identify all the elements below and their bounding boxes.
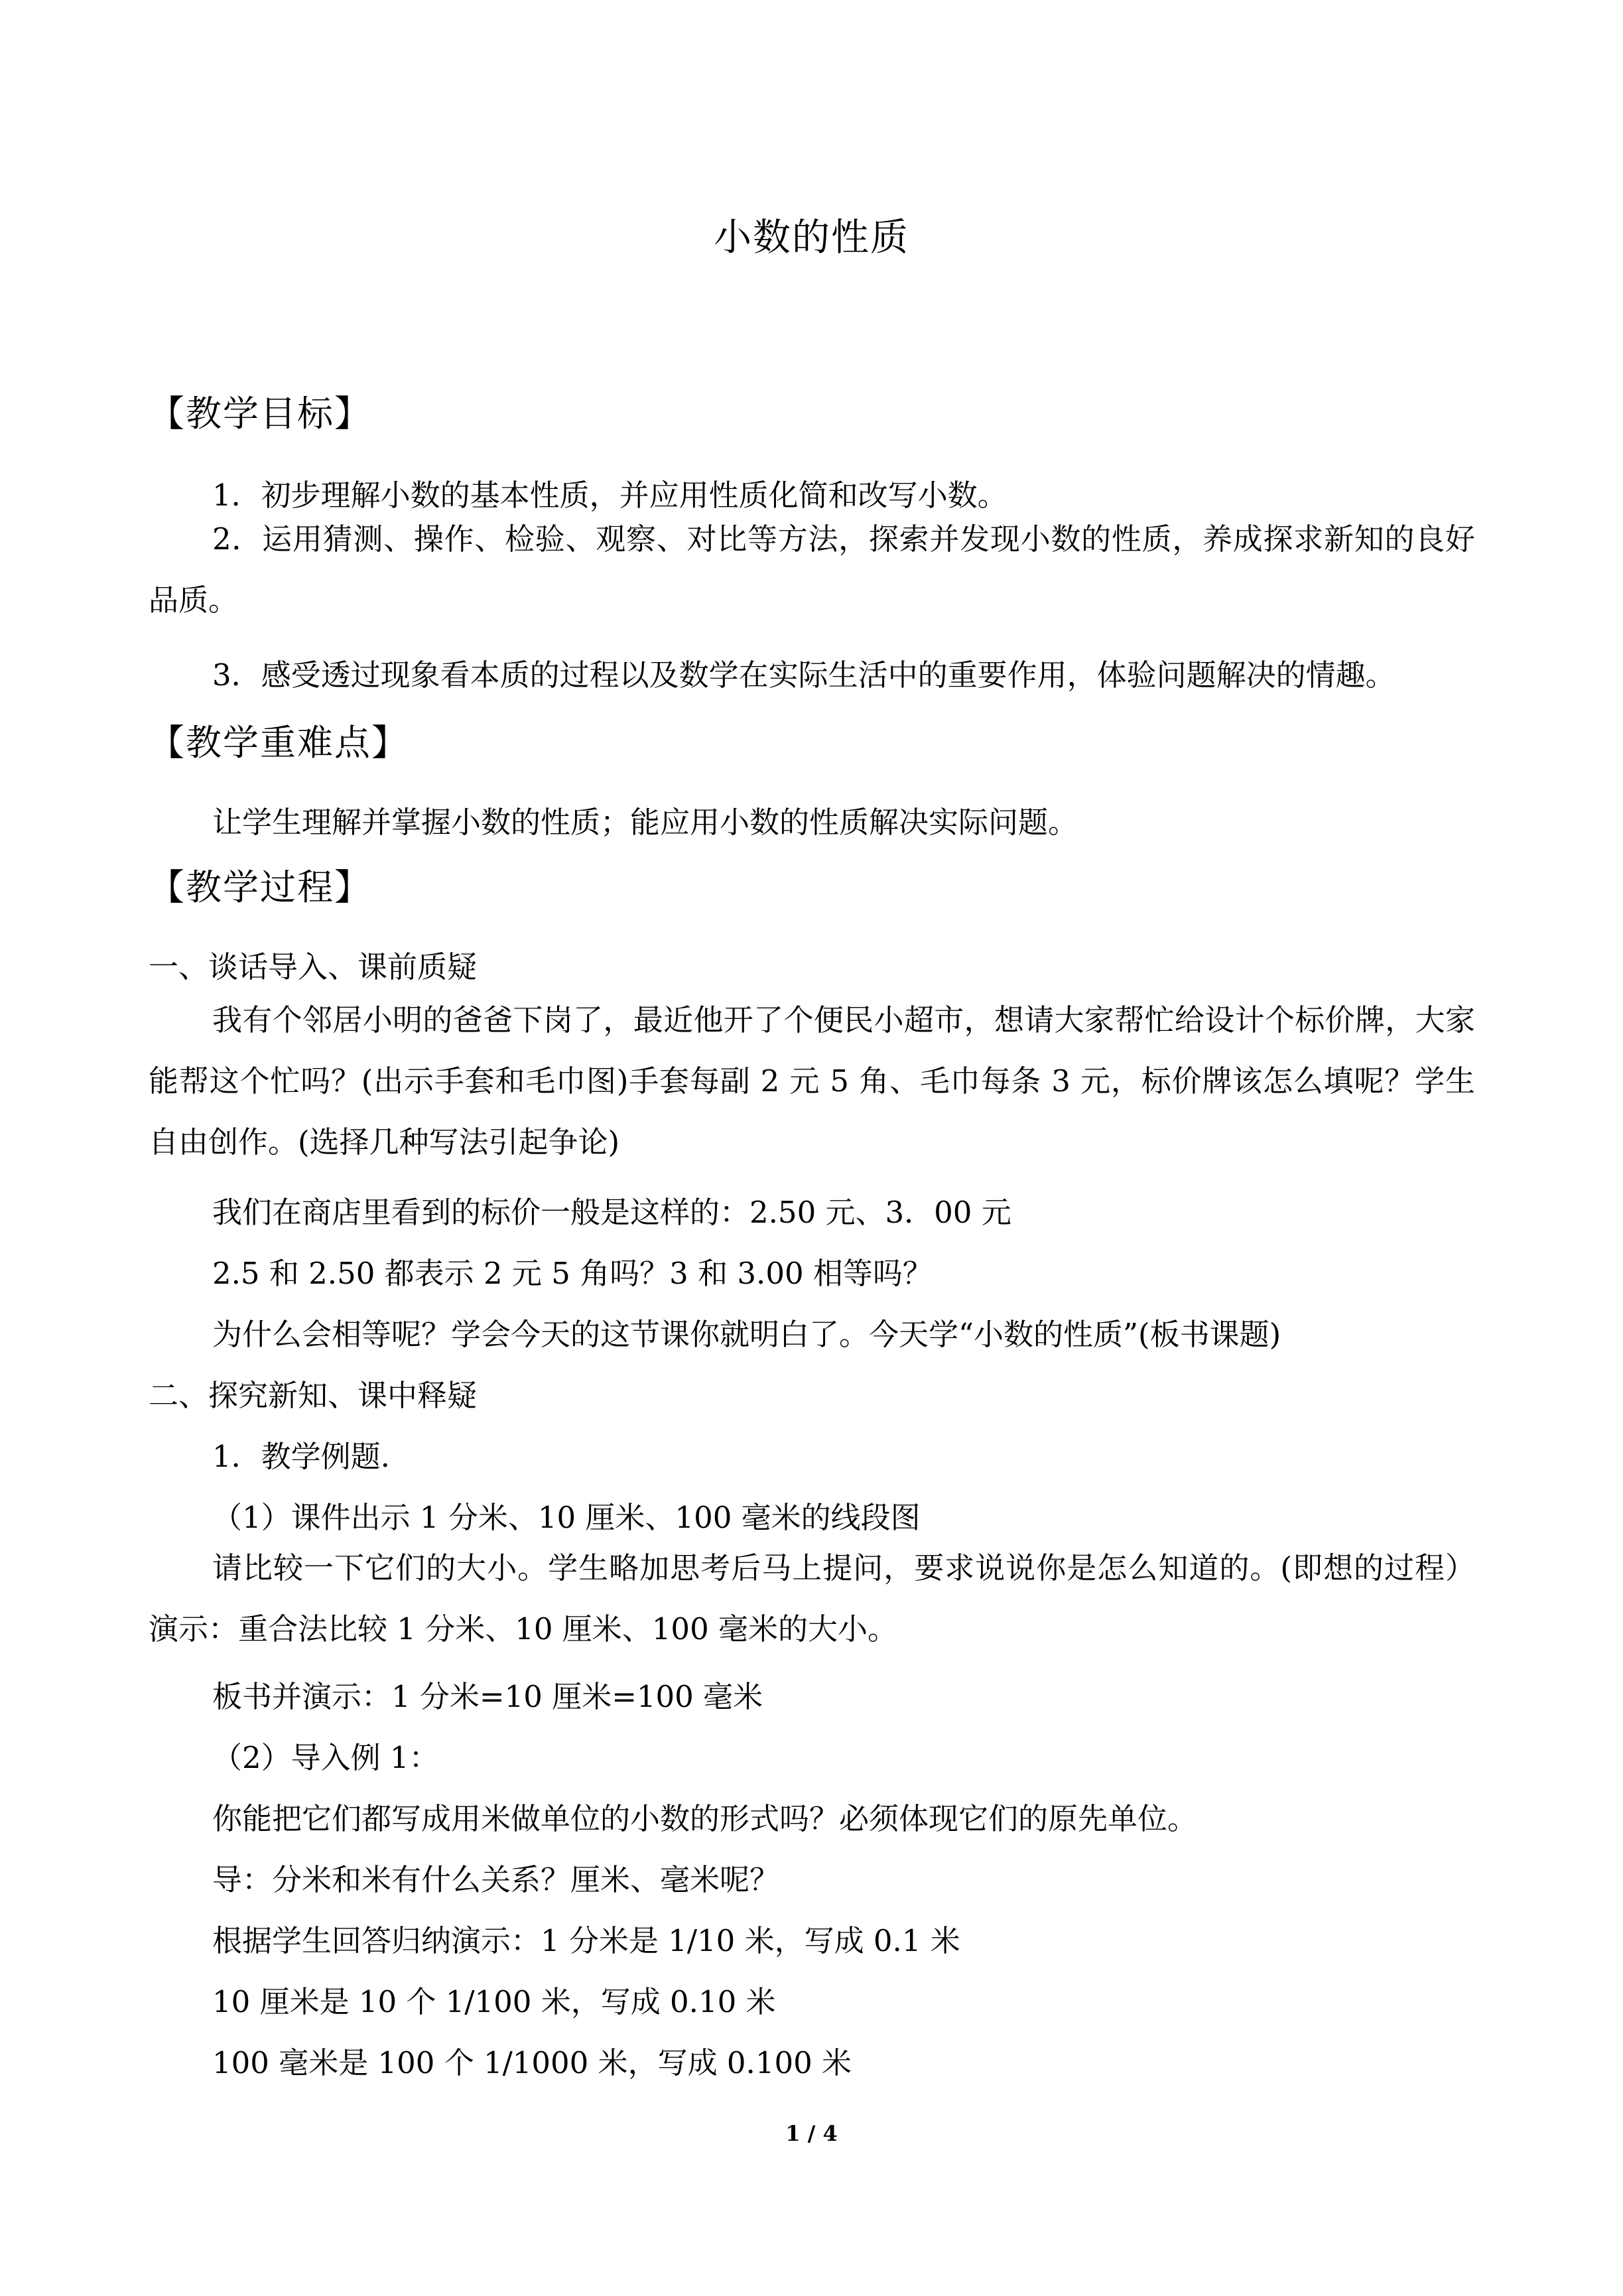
part2-answer-2: 10 厘米是 10 个 1/100 米，写成 0.10 米 (212, 1984, 776, 2019)
goal-item-2: 2．运用猜测、操作、检验、观察、对比等方法，探索并发现小数的性质，养成探求新知的良好品质。 (149, 521, 1475, 618)
page-title: 小数的性质 (714, 216, 909, 259)
goal-item-1: 1．初步理解小数的基本性质，并应用性质化简和改写小数。 (212, 478, 1007, 513)
part1-line-3: 2.5 和 2.50 都表示 2 元 5 角吗？3 和 3.00 相等吗？ (212, 1256, 933, 1291)
part2-answer-3: 100 毫米是 100 个 1/1000 米，写成 0.100 米 (212, 2045, 852, 2080)
part2-sub-2: （2）导入例 1： (212, 1740, 439, 1775)
part1-line-4: 为什么会相等呢？学会今天的这节课你就明白了。今天学“小数的性质”(板书课题) (212, 1317, 1281, 1352)
part1-line-2: 我们在商店里看到的标价一般是这样的：2.50 元、3．00 元 (212, 1195, 1011, 1230)
section-heading-goals: 【教学目标】 (149, 393, 371, 435)
part2-question-1: 你能把它们都写成用米做单位的小数的形式吗？必须体现它们的原先单位。 (212, 1801, 1198, 1836)
part2-board: 板书并演示：1 分米=10 厘米=100 毫米 (212, 1679, 763, 1714)
section-heading-process: 【教学过程】 (149, 866, 371, 908)
part1-paragraph: 我有个邻居小明的爸爸下岗了，最近他开了个便民小超市，想请大家帮忙给设计个标价牌，大家能帮这个忙吗？(出示手套和毛巾图)手套每副 2 元 5 角、毛巾每条 3 元，标价牌该怎么填呢？学生自由创作。(选择几种写法引起争论) (149, 1002, 1475, 1160)
part2-heading: 二、探究新知、课中释疑 (149, 1378, 478, 1413)
key-points-text: 让学生理解并掌握小数的性质；能应用小数的性质解决实际问题。 (212, 805, 1078, 840)
part1-heading: 一、谈话导入、课前质疑 (149, 949, 478, 984)
part2-answer-1: 根据学生回答归纳演示：1 分米是 1/10 米，写成 0.1 米 (212, 1923, 960, 1958)
part2-paragraph: 请比较一下它们的大小。学生略加思考后马上提问，要求说说你是怎么知道的。(即想的过程）演示：重合法比较 1 分米、10 厘米、100 毫米的大小。 (149, 1550, 1475, 1647)
part2-question-2: 导：分米和米有什么关系？厘米、毫米呢？ (212, 1862, 780, 1897)
goal-item-3: 3．感受透过现象看本质的过程以及数学在实际生活中的重要作用，体验问题解决的情趣。 (212, 657, 1396, 693)
page-number: 1 / 4 (785, 2121, 838, 2146)
part2-item-1: 1．教学例题. (212, 1439, 390, 1474)
section-heading-key-points: 【教学重难点】 (149, 722, 409, 764)
part2-sub-1: （1）课件出示 1 分米、10 厘米、100 毫米的线段图 (212, 1500, 921, 1535)
